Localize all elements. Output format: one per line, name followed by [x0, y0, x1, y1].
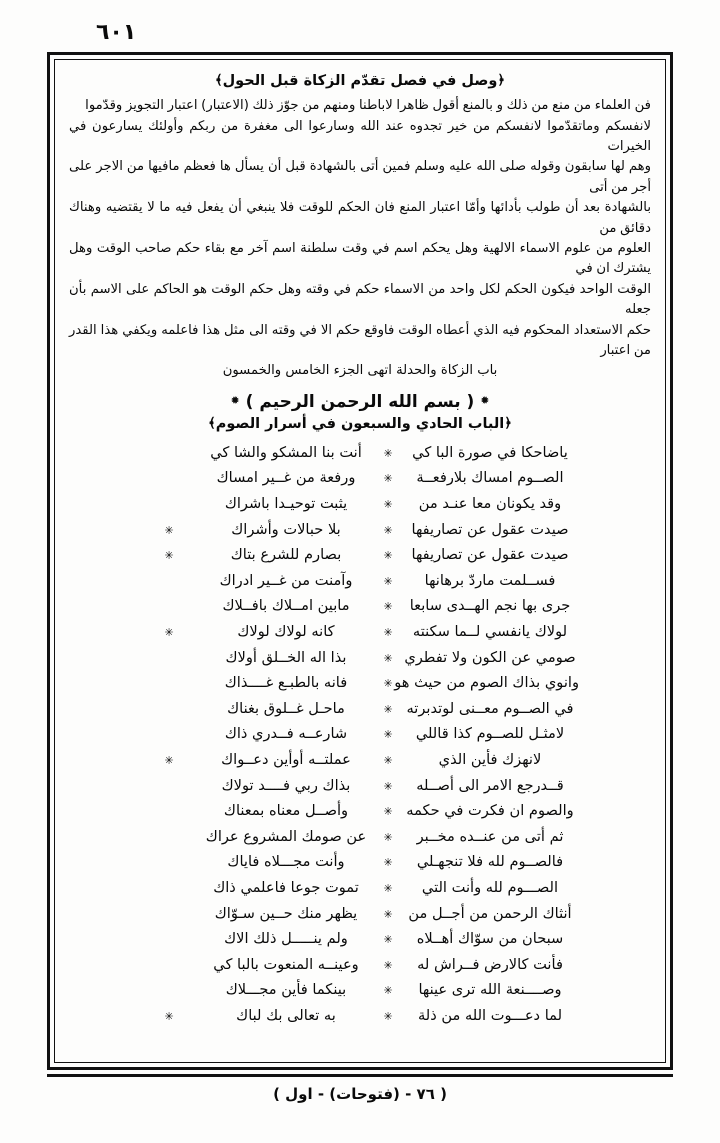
section-heading [69, 72, 651, 90]
verse-separator-icon: ✳ [383, 1009, 393, 1023]
verse-hemistich-second: وقد يكونان معا عنـد من [418, 495, 562, 512]
verse-trailing-mark-icon: ✳ [164, 1009, 174, 1023]
verse-hemistich-first: يظهر منك حــين سـوّاك [214, 904, 358, 922]
verse-hemistich-first: بلا حبالات وأشراك [231, 520, 341, 538]
verse-separator-icon: ✳ [383, 651, 393, 665]
footer-signature: ( ٧٦ - (فتوحات) - اول ) [273, 1085, 447, 1103]
verse-separator-icon: ✳ [383, 856, 393, 870]
verse-hemistich-first: ماحـل غــلوق بغناك [227, 699, 345, 717]
section-colophon: باب الزكاة والحدلة اتهى الجزء الخامس والخمسون [222, 363, 498, 379]
verse-line [69, 593, 651, 619]
verse-hemistich-first: ولم ينـــــل ذلك الاك [224, 930, 348, 948]
prose-line: فن العلماء من منع من ذلك و بالمنع أقول ظاهرا لاباطنا ومنهم من جوّز ذلك (الاعتبار) اعتبار التجويز وقدّموا [85, 98, 651, 114]
verse-hemistich-first: بصارم للشرع بتاك [230, 546, 342, 564]
verse-hemistich-second: قــدرجع الامر الى أصــله [416, 776, 564, 794]
prose-line: حكم الاستعداد المحكوم فيه الذي أعطاه الوقت فاوقع حكم الا في وقته الى مثل هذا فاعلمه ويكفي هذا القدر من اعتبار [69, 322, 651, 358]
verse-hemistich-first: بذاك ربي فــــد تولاك [221, 776, 351, 794]
verse-hemistich-second: صيدت عقول عن تصاريفها [411, 546, 569, 564]
verse-separator-icon: ✳ [383, 881, 393, 895]
verse-separator-icon: ✳ [383, 574, 393, 588]
page-number: ٦٠١ [96, 20, 137, 45]
prose-line: العلوم من علوم الاسماء الالهية وهل يحكم اسم في وقت سلطنة اسم آخر مع بقاء حكم صاحب الوقت وهل يشترك ان في [69, 240, 651, 277]
verse-hemistich-second: ياضاحكا في صورة البا كي [412, 443, 568, 461]
verse-hemistich-second: وصــــنعة الله ترى عينها [418, 981, 562, 999]
verse-trailing-mark-icon: ✳ [164, 625, 174, 639]
verse-separator-icon: ✳ [383, 702, 393, 716]
verse-line [69, 696, 651, 722]
ornament-right-icon: ﴿ [497, 73, 506, 88]
verse-separator-icon: ✳ [383, 753, 393, 767]
basmala [69, 392, 651, 412]
verse-trailing-mark-icon: ✳ [164, 523, 174, 537]
verse-line [69, 977, 651, 1003]
verse-line [69, 926, 651, 952]
verse-hemistich-second: لانهزك فأين الذي [438, 750, 542, 768]
verse-separator-icon: ✳ [383, 907, 393, 921]
verse-hemistich-first: عن صومك المشروع عراك [205, 827, 367, 845]
verse-separator-icon: ✳ [383, 677, 393, 691]
verse-hemistich-first: شارعــه فــدري ذاك [224, 725, 348, 743]
verse-line [69, 645, 651, 671]
verse-line [69, 849, 651, 875]
verse-hemistich-first: يثبت توحيـدا باشراك [224, 495, 348, 512]
verse-hemistich-second: صيدت عقول عن تصاريفها [411, 520, 569, 538]
verse-line [69, 619, 651, 645]
basmala-text: ( بسم الله الرحمن الرحيم ) [245, 391, 475, 412]
verse-hemistich-first: وآمنت من غــير ادراك [219, 571, 353, 589]
star-left-icon: ✹ [230, 393, 240, 407]
verse-hemistich-second: صومي عن الكون ولا تفطري [404, 648, 576, 666]
verse-line [69, 875, 651, 901]
verse-line [69, 901, 651, 927]
verse-hemistich-second: في الصــوم معــنى لوتدبرته [406, 699, 574, 717]
footer-rule [47, 1074, 673, 1077]
verse-line [69, 773, 651, 799]
prose-line: وهم لها سابقون وقوله صلى الله عليه وسلم فمين أتى بالشهادة قبل أن يسأل ها فعظم مافيها من الاجر على أجر من أتى [69, 159, 651, 195]
verse-separator-icon: ✳ [383, 830, 393, 844]
verse-hemistich-second: لامثـل للصــوم كذا قاللي [415, 725, 565, 743]
verse-hemistich-second: لما دعـــوت الله من ذلة [417, 1006, 563, 1024]
verse-hemistich-first: بينكما فأين مجـــلاك [225, 981, 347, 999]
verse-hemistich-second: سبحان من سوّاك أهــلاه [416, 930, 564, 948]
chapter-heading-text: الباب الحادي والسبعون في أسرار الصوم [215, 415, 505, 432]
verse-trailing-mark-icon: ✳ [164, 753, 174, 767]
verse-separator-icon: ✳ [383, 549, 393, 563]
verse-hemistich-first: مابين امــلاك بافــلاك [222, 597, 350, 615]
verse-hemistich-second: ثم أتى من عنــده مخــبر [416, 827, 564, 845]
verse-hemistich-first: به تعالى بك لباك [236, 1006, 336, 1024]
verse-separator-icon: ✳ [383, 600, 393, 614]
verse-hemistich-first: ورفعة من غــير امساك [216, 469, 356, 487]
verse-separator-icon: ✳ [383, 728, 393, 742]
ornament-left-icon: ﴾ [214, 73, 223, 88]
verse-line [69, 542, 651, 568]
verse-hemistich-first: وأنت مجـــلاه فاياك [227, 853, 345, 871]
verse-line [69, 1003, 651, 1029]
verse-line [69, 798, 651, 824]
verse-hemistich-first: تموت جوعا فاعلمي ذاك [213, 878, 359, 896]
verse-hemistich-first: كانه لولاك لولاك [237, 622, 335, 640]
page-content [69, 72, 651, 1028]
verse-separator-icon: ✳ [383, 472, 393, 486]
section-heading-text: وصل في فصل تقدّم الزكاة قبل الحول [222, 73, 498, 89]
chapter-heading [69, 416, 651, 432]
verse-hemistich-first: أنت بنا المشكو والشا كي [210, 443, 362, 461]
verse-line [69, 568, 651, 594]
verse-hemistich-second: جرى بها نجم الهــدى سابعا [409, 597, 571, 615]
verse-line [69, 721, 651, 747]
verse-hemistich-second: وانوي بذاك الصوم من حيث هو [394, 674, 579, 692]
verse-hemistich-second: الصــوم امساك بلارفعــة [416, 469, 564, 487]
page-border-frame [47, 52, 673, 1070]
verse-hemistich-second: فأنت كالارض فــراش له [417, 955, 563, 973]
verse-hemistich-first: فانه بالطبـع غــــذاك [224, 674, 348, 692]
prose-line: بالشهادة بعد أن طولب بأدائها وأمّا اعتبار المنع فان الحكم للوقت فلا ينبغي أن يفعل فيه ما لا يقتضيه وهناك دقائق من [69, 200, 651, 236]
verse-hemistich-second: والصوم ان فكرت في حكمه [406, 802, 574, 820]
verse-line [69, 440, 651, 466]
verse-line [69, 670, 651, 696]
verse-hemistich-first: عملتــه أوأين دعــواك [221, 750, 351, 768]
prose-block [69, 96, 651, 361]
verse-trailing-mark-icon: ✳ [164, 549, 174, 563]
star-right-icon: ✹ [480, 393, 490, 407]
verse-hemistich-first: بذا اله الخــلق أولاك [225, 648, 347, 666]
verse-hemistich-second: الصـــوم لله وأنت التي [421, 878, 559, 896]
prose-line: لانفسكم وماتقدّموا لانفسكم من خير تجدوه عند الله وسارعوا الى مغفرة من ربكم وأولئك يسارعون في الخيرات [69, 118, 651, 154]
verse-separator-icon: ✳ [383, 984, 393, 998]
verse-separator-icon: ✳ [383, 498, 393, 511]
verse-hemistich-second: لولاك يانفسي لــما سكنته [412, 622, 568, 640]
page-border-inner [54, 59, 666, 1063]
verse-line [69, 517, 651, 543]
poem-block [69, 440, 651, 1029]
verse-line [69, 465, 651, 491]
verse-hemistich-second: أنثاك الرحمن من أجــل من [408, 904, 572, 922]
verse-hemistich-second: فســلمت ماردّ برهانها [424, 571, 556, 589]
verse-line [69, 952, 651, 978]
verse-separator-icon: ✳ [383, 523, 393, 537]
chapter-ornament-left-icon: ﴾ [208, 415, 216, 431]
verse-line [69, 824, 651, 850]
verse-line [69, 747, 651, 773]
verse-line [69, 491, 651, 517]
chapter-ornament-right-icon: ﴿ [504, 415, 512, 431]
verse-separator-icon: ✳ [383, 933, 393, 947]
verse-separator-icon: ✳ [383, 446, 393, 460]
verse-separator-icon: ✳ [383, 958, 393, 972]
verse-hemistich-second: فالصــوم لله فلا تنجهـلي [416, 853, 564, 871]
verse-separator-icon: ✳ [383, 625, 393, 639]
verse-hemistich-first: وعينــه المنعوت بالبا كي [213, 955, 359, 973]
prose-line: الوقت الواحد فيكون الحكم لكل واحد من الاسماء حكم في وقته وهل حكم الوقت هو الحاكم على الاسم بأن جعله [69, 281, 651, 318]
verse-separator-icon: ✳ [383, 805, 393, 819]
verse-hemistich-first: وأصــل معناه بمعناك [223, 802, 349, 820]
verse-separator-icon: ✳ [383, 779, 393, 793]
